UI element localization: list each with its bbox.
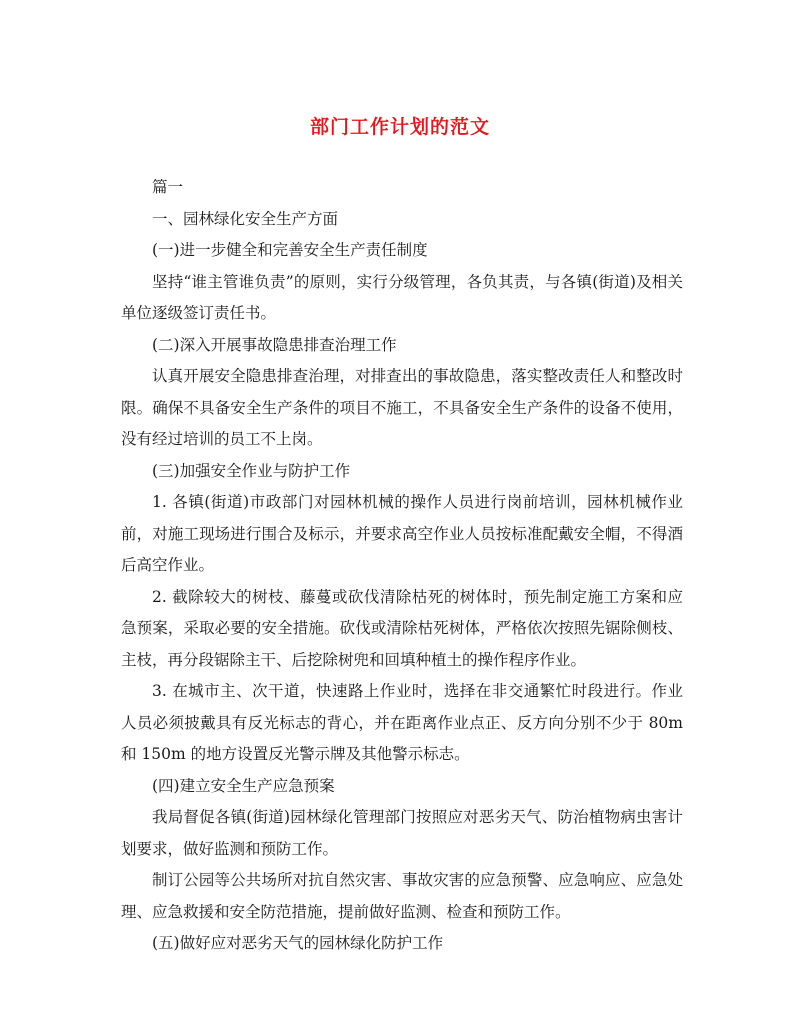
paragraph-subheading-4: (四)建立安全生产应急预案 (152, 776, 335, 795)
paragraph-section-label: 篇一 (152, 178, 184, 196)
paragraph-item-1: 1. 各镇(街道)市政部门对园林机械的操作人员进行岗前培训，园林机械作业前，对施工现场进行围合及标示，并要求高空作业人员按标准配戴安全帽，不得酒后高空作业。 (121, 493, 683, 574)
paragraph-heading-1: 一、园林绿化安全生产方面 (152, 209, 339, 228)
document-body (121, 172, 683, 960)
paragraph-text: 认真开展安全隐患排查治理，对排查出的事故隐患，落实整改责任人和整改时限。确保不具备安全生产条件的项目不施工，不具备安全生产条件的设备不使用，没有经过培训的员工不上岗。 (121, 367, 683, 448)
document-title: 部门工作计划的范文 (309, 116, 490, 138)
paragraph-item-3: 3. 在城市主、次干道，快速路上作业时，选择在非交通繁忙时段进行。作业人员必须披戴具有反光标志的背心，并在距离作业点正、反方向分别不少于 80m 和 150m 的地方设置反光警示牌及其他警示标志。 (121, 682, 683, 763)
paragraph-item-2: 2. 截除较大的树枝、藤蔓或砍伐清除枯死的树体时，预先制定施工方案和应急预案，采取必要的安全措施。砍伐或清除枯死树体，严格依次按照先锯除侧枝、主枝，再分段锯除主干、后挖除树兜和回填种植土的操作程序作业。 (121, 587, 683, 669)
paragraph-text: 坚持“谁主管谁负责”的原则，实行分级管理，各负其责，与各镇(街道)及相关单位逐级签订责任书。 (121, 272, 683, 322)
paragraph-text: 我局督促各镇(街道)园林绿化管理部门按照应对恶劣天气、防治植物病虫害计划要求，做好监测和预防工作。 (121, 808, 683, 858)
paragraph-text: 制订公园等公共场所对抗自然灾害、事故灾害的应急预警、应急响应、应急处理、应急救援和安全防范措施，提前做好监测、检查和预防工作。 (121, 871, 683, 921)
paragraph-subheading-5: (五)做好应对恶劣天气的园林绿化防护工作 (152, 934, 444, 952)
paragraph-subheading-1: (一)进一步健全和完善安全生产责任制度 (152, 241, 428, 259)
paragraph-subheading-3: (三)加强安全作业与防护工作 (152, 461, 351, 480)
paragraph-subheading-2: (二)深入开展事故隐患排查治理工作 (152, 335, 397, 354)
